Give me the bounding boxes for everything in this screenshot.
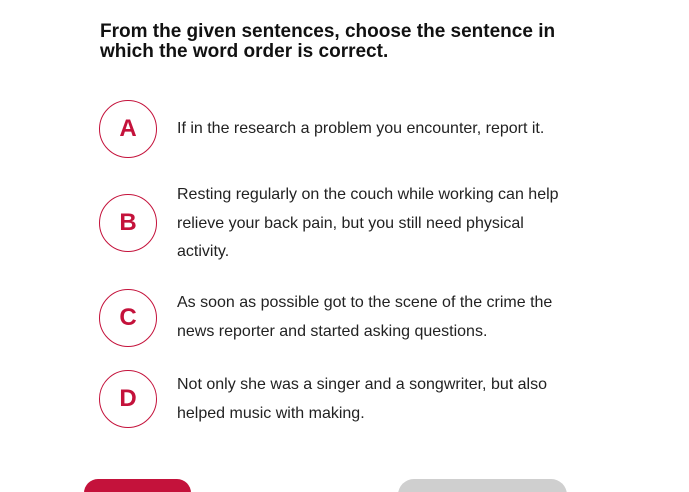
option-c-letter[interactable]: C	[99, 289, 157, 347]
option-a[interactable]	[99, 100, 579, 160]
option-c-text[interactable]: As soon as possible got to the scene of the crime the news reporter and started asking questions.	[177, 294, 553, 340]
option-d-letter[interactable]: D	[99, 370, 157, 428]
option-b[interactable]	[99, 186, 579, 260]
primary-action-button[interactable]	[84, 479, 191, 492]
option-a-text[interactable]: If in the research a problem you encounter, report it.	[177, 120, 545, 137]
option-c[interactable]	[99, 289, 579, 349]
option-b-letter[interactable]: B	[99, 194, 157, 252]
option-d-text[interactable]: Not only she was a singer and a songwriter, but also helped music with making.	[177, 376, 547, 422]
option-b-text[interactable]: Resting regularly on the couch while working can help relieve your back pain, but you still need physical activity.	[177, 186, 559, 260]
option-d[interactable]	[99, 370, 579, 430]
option-a-letter[interactable]: A	[99, 100, 157, 158]
question-text: From the given sentences, choose the sentence in which the word order is correct.	[100, 21, 556, 62]
secondary-action-button[interactable]	[398, 479, 567, 492]
